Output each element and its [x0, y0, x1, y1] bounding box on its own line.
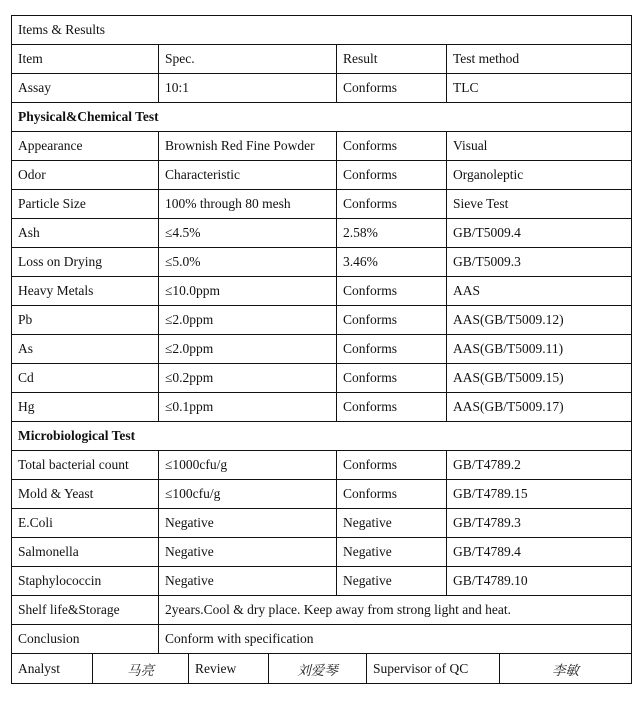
signoff-row [12, 654, 632, 684]
header-spec: Spec. [159, 45, 337, 74]
table-row [12, 132, 632, 161]
cell-spec: ≤2.0ppm [159, 306, 337, 335]
cell-result: Conforms [337, 277, 447, 306]
cell-method: GB/T5009.3 [447, 248, 632, 277]
cell-result: Negative [337, 538, 447, 567]
cell-result: Conforms [337, 190, 447, 219]
title-row [12, 16, 632, 45]
cell-result: 2.58% [337, 219, 447, 248]
cell-spec: Brownish Red Fine Powder [159, 132, 337, 161]
table-row [12, 306, 632, 335]
cell-method: AAS(GB/T5009.11) [447, 335, 632, 364]
cell-item: Ash [12, 219, 159, 248]
cell-item: Heavy Metals [12, 277, 159, 306]
cell-result: Negative [337, 567, 447, 596]
conclusion-value: Conform with specification [159, 625, 632, 654]
cell-result: Conforms [337, 161, 447, 190]
cell-spec: Characteristic [159, 161, 337, 190]
cell-result: Conforms [337, 451, 447, 480]
cell-method: Sieve Test [447, 190, 632, 219]
table-row [12, 161, 632, 190]
table-row [12, 567, 632, 596]
cell-spec: ≤4.5% [159, 219, 337, 248]
cell-spec: Negative [159, 538, 337, 567]
cell-result: Conforms [337, 480, 447, 509]
cell-result: Conforms [337, 335, 447, 364]
cell-spec: ≤0.2ppm [159, 364, 337, 393]
cell-method: AAS(GB/T5009.12) [447, 306, 632, 335]
supervisor-signature: 李敏 [500, 654, 632, 684]
cell-item: Staphylococcin [12, 567, 159, 596]
shelf-label: Shelf life&Storage [12, 596, 159, 625]
conclusion-row [12, 625, 632, 654]
table-row [12, 335, 632, 364]
review-signature: 刘爱琴 [269, 654, 367, 684]
cell-method: Organoleptic [447, 161, 632, 190]
cell-item: Pb [12, 306, 159, 335]
table-title: Items & Results [12, 16, 632, 45]
table-row [12, 277, 632, 306]
cell-method: AAS [447, 277, 632, 306]
cell-item: Assay [12, 74, 159, 103]
cell-method: GB/T4789.15 [447, 480, 632, 509]
section-physical [12, 103, 632, 132]
cell-spec: 10:1 [159, 74, 337, 103]
table-row [12, 393, 632, 422]
cell-method: GB/T4789.2 [447, 451, 632, 480]
signoff-table [11, 653, 632, 684]
cell-spec: ≤5.0% [159, 248, 337, 277]
analyst-signature: 马亮 [93, 654, 189, 684]
table-row [12, 364, 632, 393]
table-row [12, 190, 632, 219]
cell-spec: 100% through 80 mesh [159, 190, 337, 219]
cell-result: 3.46% [337, 248, 447, 277]
cell-item: Salmonella [12, 538, 159, 567]
shelf-value: 2years.Cool & dry place. Keep away from strong light and heat. [159, 596, 632, 625]
cell-item: As [12, 335, 159, 364]
cell-item: Loss on Drying [12, 248, 159, 277]
cell-method: AAS(GB/T5009.15) [447, 364, 632, 393]
cell-result: Negative [337, 509, 447, 538]
cell-result: Conforms [337, 74, 447, 103]
cell-result: Conforms [337, 132, 447, 161]
table-row [12, 219, 632, 248]
cell-result: Conforms [337, 364, 447, 393]
review-label: Review [189, 654, 269, 684]
cell-item: E.Coli [12, 509, 159, 538]
cell-item: Odor [12, 161, 159, 190]
cell-spec: Negative [159, 509, 337, 538]
cell-result: Conforms [337, 393, 447, 422]
cell-item: Hg [12, 393, 159, 422]
results-sheet [11, 15, 631, 684]
header-method: Test method [447, 45, 632, 74]
section-heading: Microbiological Test [12, 422, 632, 451]
cell-item: Total bacterial count [12, 451, 159, 480]
cell-result: Conforms [337, 306, 447, 335]
shelf-row [12, 596, 632, 625]
cell-method: GB/T4789.3 [447, 509, 632, 538]
cell-method: Visual [447, 132, 632, 161]
cell-method: AAS(GB/T5009.17) [447, 393, 632, 422]
table-row [12, 480, 632, 509]
section-micro [12, 422, 632, 451]
cell-method: GB/T4789.10 [447, 567, 632, 596]
cell-item: Mold & Yeast [12, 480, 159, 509]
cell-item: Appearance [12, 132, 159, 161]
assay-row [12, 74, 632, 103]
cell-spec: ≤0.1ppm [159, 393, 337, 422]
cell-spec: Negative [159, 567, 337, 596]
cell-spec: ≤2.0ppm [159, 335, 337, 364]
table-row [12, 509, 632, 538]
section-heading: Physical&Chemical Test [12, 103, 632, 132]
supervisor-label: Supervisor of QC [367, 654, 500, 684]
header-row [12, 45, 632, 74]
table-row [12, 451, 632, 480]
cell-method: GB/T5009.4 [447, 219, 632, 248]
cell-spec: ≤100cfu/g [159, 480, 337, 509]
results-table [11, 15, 632, 654]
cell-method: TLC [447, 74, 632, 103]
cell-spec: ≤10.0ppm [159, 277, 337, 306]
header-result: Result [337, 45, 447, 74]
conclusion-label: Conclusion [12, 625, 159, 654]
header-item: Item [12, 45, 159, 74]
table-row [12, 248, 632, 277]
cell-item: Particle Size [12, 190, 159, 219]
cell-method: GB/T4789.4 [447, 538, 632, 567]
analyst-label: Analyst [12, 654, 93, 684]
table-row [12, 538, 632, 567]
cell-spec: ≤1000cfu/g [159, 451, 337, 480]
cell-item: Cd [12, 364, 159, 393]
